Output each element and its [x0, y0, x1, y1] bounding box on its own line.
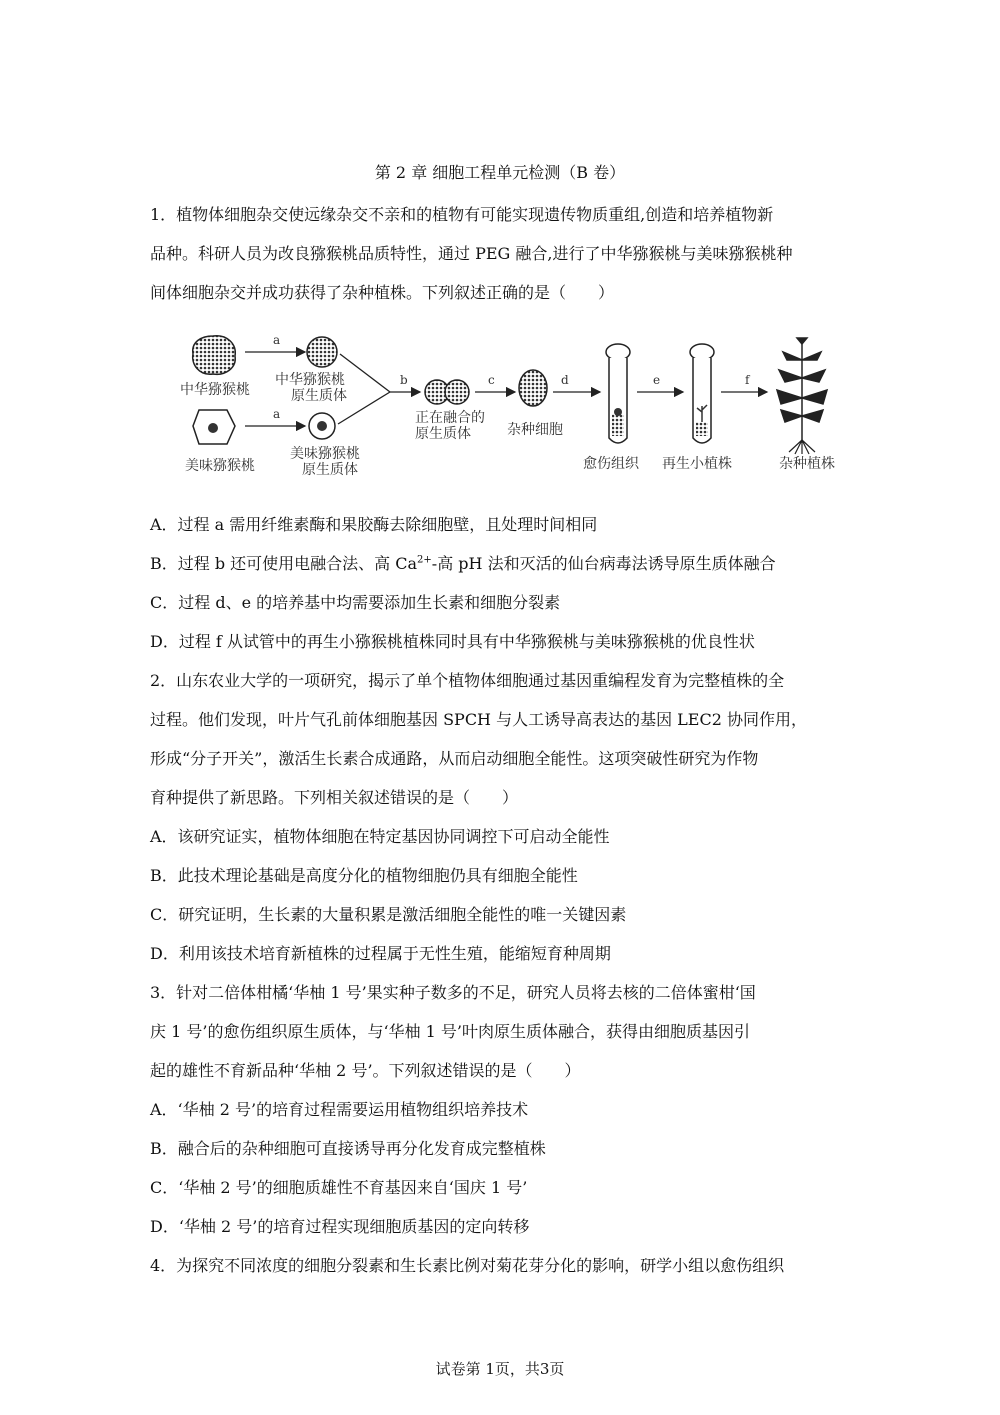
q2-stem-line-4: 育种提供了新思路。下列相关叙述错误的是（ ）: [150, 788, 519, 807]
zh-protoplast-icon: [307, 337, 337, 367]
fusing-label-2: 原生质体: [415, 426, 471, 442]
hybrid-cell-icon: [519, 370, 547, 406]
plantlet-tube-icon: [690, 344, 714, 443]
mw-protoplast-icon: [309, 413, 335, 439]
q1-stem-line-2: 品种。科研人员为改良猕猴桃品质特性，通过 PEG 融合,进行了中华猕猴桃与美味猕猴桃种: [150, 244, 793, 263]
q1-option-b[interactable]: [150, 551, 776, 574]
q2-stem-line-2: 过程。他们发现，叶片气孔前体细胞基因 SPCH 与人工诱导高表达的基因 LEC2 协同作用，: [150, 710, 807, 729]
q2-stem-line-1: 2．山东农业大学的一项研究，揭示了单个植物体细胞通过基因重编程发育为完整植株的全: [150, 671, 785, 690]
q3-stem-line-3: 起的雄性不育新品种‘华柚 2 号’。下列叙述错误的是（ ）: [150, 1061, 581, 1080]
arrow-a-bottom-label: a: [273, 407, 281, 421]
converge-line-top: [340, 354, 390, 392]
fusing-label-1: 正在融合的: [415, 410, 485, 426]
zh-label: 中华猕猴桃: [180, 382, 250, 398]
arrow-c-label: c: [488, 373, 495, 387]
q3-option-c[interactable]: C．‘华柚 2 号’的细胞质雄性不育基因来自‘国庆 1 号’: [150, 1178, 528, 1197]
arrow-e-label: e: [653, 373, 661, 387]
q1-stem-line-1: 1．植物体细胞杂交使远缘杂交不亲和的植物有可能实现遗传物质重组,创造和培养植物新: [150, 205, 774, 224]
q1-stem-line-3: 间体细胞杂交并成功获得了杂种植株。下列叙述正确的是（ ）: [150, 283, 615, 302]
q3-option-d[interactable]: D．‘华柚 2 号’的培育过程实现细胞质基因的定向转移: [150, 1217, 530, 1236]
q3-stem-line-1: 3．针对二倍体柑橘‘华柚 1 号’果实种子数多的不足，研究人员将去核的二倍体蜜柑‘国: [150, 983, 756, 1002]
q1-option-b-sup: 2+: [417, 554, 432, 566]
q2-option-b[interactable]: B．此技术理论基础是高度分化的植物细胞仍具有细胞全能性: [150, 866, 578, 885]
mw-protoplast-label-1: 美味猕猴桃: [290, 446, 360, 462]
q3-option-b[interactable]: B．融合后的杂种细胞可直接诱导再分化发育成完整植株: [150, 1139, 546, 1158]
q1-option-a[interactable]: A．过程 a 需用纤维素酶和果胶酶去除细胞壁，且处理时间相同: [150, 515, 598, 534]
cell-fusion-diagram: [175, 330, 855, 480]
mw-protoplast-label-2: 原生质体: [302, 462, 358, 478]
q3-option-a[interactable]: A．‘华柚 2 号’的培育过程需要运用植物组织培养技术: [150, 1100, 529, 1119]
plantlet-label: 再生小植株: [662, 456, 732, 472]
q1-option-c[interactable]: C．过程 d、e 的培养基中均需要添加生长素和细胞分裂素: [150, 593, 561, 612]
hybrid-plant-label: 杂种植株: [779, 456, 835, 472]
page-title: 第 2 章 细胞工程单元检测（B 卷）: [374, 163, 626, 182]
zh-cell-icon: [193, 336, 236, 375]
arrow-b-label: b: [400, 373, 408, 387]
q1-option-b-text-2: -高 pH 法和灭活的仙台病毒法诱导原生质体融合: [431, 554, 776, 573]
hybrid-label: 杂种细胞: [507, 422, 563, 438]
arrow-d-label: d: [561, 373, 569, 387]
zh-protoplast-label-1: 中华猕猴桃: [275, 372, 345, 388]
arrow-f-label: f: [745, 373, 750, 387]
mw-label: 美味猕猴桃: [185, 458, 255, 474]
q2-option-c[interactable]: C．研究证明，生长素的大量积累是激活细胞全能性的唯一关键因素: [150, 905, 627, 924]
q1-option-b-text-1: B．过程 b 还可使用电融合法、高 Ca: [150, 554, 418, 573]
arrow-a-top-label: a: [273, 333, 281, 347]
page-footer: 试卷第 1页，共3页: [435, 1360, 565, 1378]
callus-tube-icon: [606, 344, 630, 443]
q4-stem-line-1: 4．为探究不同浓度的细胞分裂素和生长素比例对菊花芽分化的影响，研学小组以愈伤组织: [150, 1256, 785, 1275]
q2-option-a[interactable]: A．该研究证实，植物体细胞在特定基因协同调控下可启动全能性: [150, 827, 610, 846]
q1-option-d[interactable]: D．过程 f 从试管中的再生小猕猴桃植株同时具有中华猕猴桃与美味猕猴桃的优良性状: [150, 632, 755, 651]
q3-stem-line-2: 庆 1 号’的愈伤组织原生质体，与‘华柚 1 号’叶肉原生质体融合，获得由细胞质基因引: [150, 1022, 750, 1041]
q2-stem-line-3: 形成“分子开关”，激活生长素合成通路，从而启动细胞全能性。这项突破性研究为作物: [150, 749, 759, 768]
fusing-protoplast-icon: [425, 380, 469, 404]
zh-protoplast-label-2: 原生质体: [291, 388, 347, 404]
q2-option-d[interactable]: D．利用该技术培育新植株的过程属于无性生殖，能缩短育种周期: [150, 944, 611, 963]
hybrid-plant-icon: [777, 338, 827, 454]
callus-label: 愈伤组织: [583, 456, 639, 472]
mw-cell-icon: [193, 410, 235, 444]
